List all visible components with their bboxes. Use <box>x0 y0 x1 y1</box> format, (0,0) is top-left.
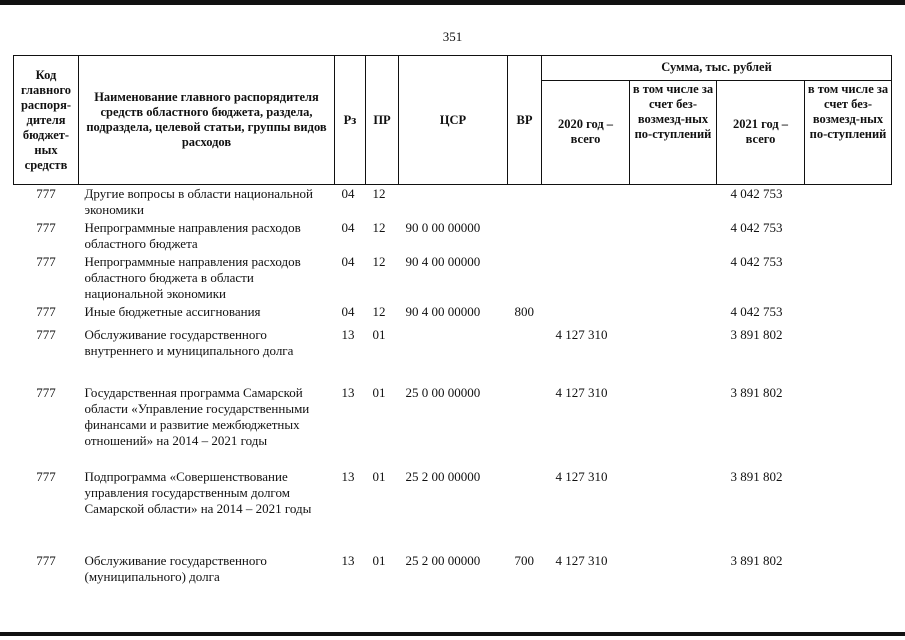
row-rz: 04 <box>341 253 355 269</box>
row-pr: 12 <box>372 253 386 269</box>
row-2021: 4 042 753 <box>730 186 783 201</box>
budget-table <box>13 55 892 588</box>
row-2020 <box>542 303 630 326</box>
row-rz: 04 <box>341 219 355 235</box>
row-rz: 04 <box>341 186 355 201</box>
row-pr: 12 <box>372 303 386 319</box>
row-csr: 90 4 00 00000 <box>405 303 481 319</box>
row-2020: 4 127 310 <box>555 552 608 568</box>
row-rz: 13 <box>341 326 355 342</box>
bottom-rule <box>0 632 905 636</box>
row-csr: 90 4 00 00000 <box>405 253 481 269</box>
row-pr: 01 <box>372 468 386 484</box>
table-row <box>14 253 892 303</box>
row-rz: 13 <box>341 552 355 568</box>
row-csr <box>399 185 508 219</box>
row-name: Государственная программа Самарской области «Управление государственными финансами и развитие межбюджетных отношений» на 2014 – 2021 годы <box>84 384 310 448</box>
row-vr: 800 <box>514 303 534 319</box>
row-2021: 3 891 802 <box>730 468 783 484</box>
row-2021: 4 042 753 <box>730 303 783 319</box>
row-2020: 4 127 310 <box>555 326 608 342</box>
table-row <box>14 384 892 468</box>
header-code: Код главного распоря-дителя бюджет-ных средств <box>14 56 79 185</box>
row-2021: 4 042 753 <box>730 219 783 235</box>
row-csr <box>399 326 508 384</box>
row-code: 777 <box>36 326 56 342</box>
row-vr <box>508 384 542 468</box>
row-2021: 4 042 753 <box>730 253 783 269</box>
table-row <box>14 303 892 326</box>
table-row <box>14 219 892 253</box>
row-code: 777 <box>36 384 56 400</box>
row-vr <box>508 219 542 253</box>
row-name: Другие вопросы в области национальной экономики <box>84 186 313 217</box>
row-pr: 12 <box>372 186 386 201</box>
row-name: Подпрограмма «Совершенствование управления государственным долгом Самарской области» на 2014 – 2021 годы <box>84 468 312 516</box>
row-2020 <box>542 219 630 253</box>
row-pr: 01 <box>372 384 386 400</box>
row-pr: 01 <box>372 326 386 342</box>
header-name: Наименование главного распорядителя средств областного бюджета, раздела, подраздела, целевой статьи, группы видов расходов <box>79 56 335 185</box>
table-row <box>14 468 892 552</box>
header-2021-total: 2021 год – всего <box>717 80 805 184</box>
row-vr <box>508 253 542 303</box>
row-rz: 04 <box>341 303 355 319</box>
row-vr: 700 <box>514 552 534 568</box>
row-code: 777 <box>36 219 56 235</box>
header-2020-gratis: в том числе за счет без-возмезд-ных по-ступлений <box>630 80 717 184</box>
row-name: Иные бюджетные ассигнования <box>84 303 261 319</box>
header-2021-gratis: в том числе за счет без-возмезд-ных по-ступлений <box>805 80 892 184</box>
row-2021: 3 891 802 <box>730 552 783 568</box>
row-csr: 25 2 00 00000 <box>405 468 481 484</box>
top-rule <box>0 0 905 5</box>
row-2020 <box>542 185 630 219</box>
row-2020: 4 127 310 <box>555 384 608 400</box>
row-rz: 13 <box>341 384 355 400</box>
row-2020 <box>542 253 630 303</box>
table-row <box>14 552 892 588</box>
row-vr <box>508 185 542 219</box>
row-pr: 01 <box>372 552 386 568</box>
row-code: 777 <box>36 303 56 319</box>
row-name: Обслуживание государственного внутреннего и муниципального долга <box>84 326 294 358</box>
row-csr: 25 0 00 00000 <box>405 384 481 400</box>
header-sum-group: Сумма, тыс. рублей <box>542 56 892 81</box>
row-code: 777 <box>36 186 56 201</box>
table-row <box>14 326 892 384</box>
row-name: Непрограммные направления расходов областного бюджета <box>84 219 301 251</box>
row-name: Непрограммные направления расходов областного бюджета в области национальной экономики <box>84 253 301 301</box>
row-csr: 25 2 00 00000 <box>405 552 481 568</box>
row-rz: 13 <box>341 468 355 484</box>
header-csr: ЦСР <box>399 56 508 185</box>
header-vr: ВР <box>508 56 542 185</box>
header-rz: Рз <box>335 56 366 185</box>
page-number: 351 <box>442 29 463 44</box>
row-pr: 12 <box>372 219 386 235</box>
header-pr: ПР <box>366 56 399 185</box>
header-2020-total: 2020 год – всего <box>542 80 630 184</box>
row-2020: 4 127 310 <box>555 468 608 484</box>
row-name: Обслуживание государственного (муниципального) долга <box>84 552 267 584</box>
row-vr <box>508 468 542 552</box>
row-csr: 90 0 00 00000 <box>405 219 481 235</box>
row-code: 777 <box>36 468 56 484</box>
row-2021: 3 891 802 <box>730 326 783 342</box>
row-code: 777 <box>36 552 56 568</box>
row-vr <box>508 326 542 384</box>
row-2021: 3 891 802 <box>730 384 783 400</box>
table-row <box>14 185 892 219</box>
row-code: 777 <box>36 253 56 269</box>
table-header <box>14 56 892 185</box>
